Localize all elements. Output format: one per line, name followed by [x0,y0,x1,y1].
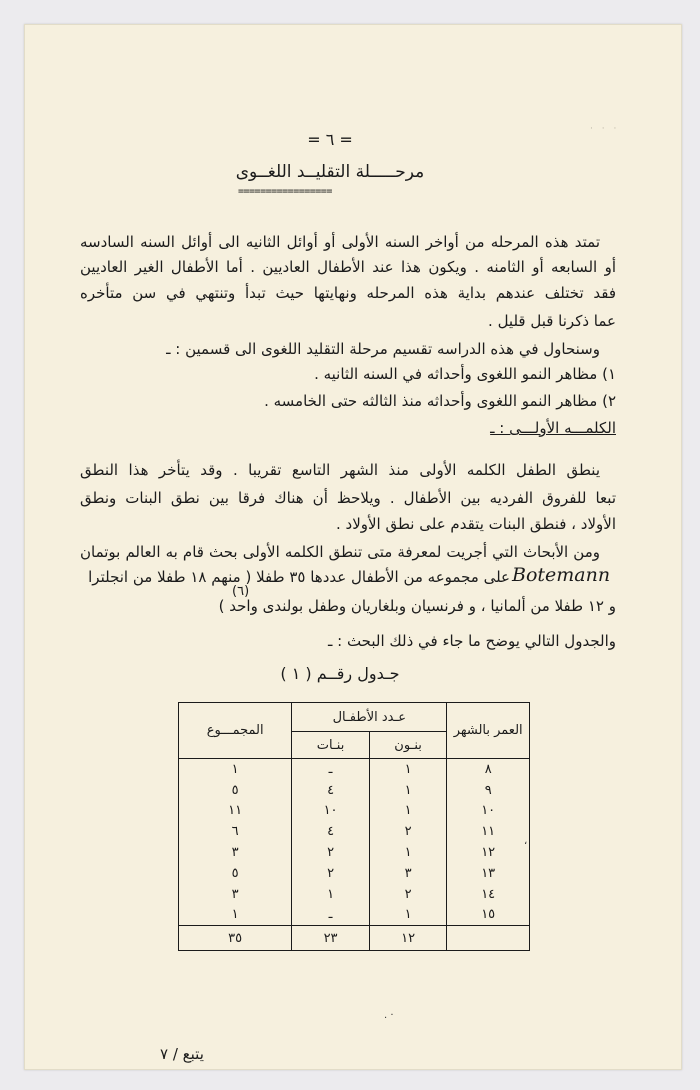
cell-total: ٣ [179,842,292,863]
cell-girls: ٢ [292,842,370,863]
paragraph-line: تمتد هذه المرحله من أواخر السنه الأولى أو أوائل الثانيه الى أوائل السنه السادسه [80,233,600,251]
header-age: العمر بالشهر [447,703,530,759]
cell-age: ١٣ [447,863,530,884]
researcher-name: Botemann [512,564,611,586]
table-row [179,801,530,822]
paragraph: وسنحاول في هذه الدراسه تقسيم مرحلة التقليد اللغوى الى قسمين : ـ [166,340,600,358]
paragraph-line: على مجموعه من الأطفال عددها ٣٥ طفلا ( منهم ١٨ طفلا من انجلترا [88,568,510,586]
paragraph-line: أو السابعه أو الثامنه . ويكون هذا عند الأطفال العاديين . أما الأطفال الغير العاديين [80,258,616,276]
paragraph: والجدول التالي يوضح ما جاء في ذلك البحث : ـ [327,632,616,650]
ink-dots: . · [384,1010,394,1021]
cell-total: ٣ [179,884,292,905]
header-girls: بنـات [292,732,370,759]
header-boys: بنـون [369,732,447,759]
cell-boys: ٢ [369,884,447,905]
cell-girls: ٤ [292,821,370,842]
cell-boys: ١ [369,780,447,801]
cell-total: ٥ [179,780,292,801]
cell-age: ٨ [447,759,530,780]
cell-age: ١٢ [447,842,530,863]
paragraph-line: تبعا للفروق الفرديه بين الأطفال . ويلاحظ أن هناك فرقا بين نطق البنات ونطق [80,489,616,507]
list-item: ١) مظاهر النمو اللغوى وأحداثه في السنه الثانيه . [314,365,616,383]
cell-girls: ١٠ [292,801,370,822]
paragraph-line: و ١٢ طفلا من ألمانيا ، و فرنسيان وبلغاريان وطفل بولندى واحد ) [218,597,616,615]
children-first-word-table [178,702,530,951]
cell-total: ١ [179,759,292,780]
cell-total: ١ [179,905,292,926]
cell-boys: ١ [369,842,447,863]
cell-total: ١١ [179,801,292,822]
totals-row [179,926,530,951]
table-row [179,905,530,926]
paragraph-line: فقد تختلف عندهم بداية هذه المرحله ونهايتها حيث تبدأ وتنتهي في سن متأخره [80,284,616,302]
title-underline: ================= [238,186,332,197]
paragraph-line: الأولاد ، فنطق البنات يتقدم على نطق الأولاد . [335,515,616,533]
cell-total: ٥ [179,863,292,884]
paragraph-line: ينطق الطفل الكلمه الأولى منذ الشهر التاسع تقريبا . وقد يتأخر هذا النطق [80,461,600,479]
cell-age: ١٥ [447,905,530,926]
cell-girls: ٤ [292,780,370,801]
paragraph-line: ومن الأبحاث التي أجريت لمعرفة متى تنطق الكلمه الأولى بحث قام به العالم بوتمان [80,543,600,561]
cell-age: ١٤ [447,884,530,905]
section-heading: الكلمـــه الأولـــى : ـ [490,419,616,437]
table-row [179,842,530,863]
table-row [179,780,530,801]
margin-marks: · · · [590,124,620,134]
cell-girls-total: ٢٣ [292,926,370,951]
cell-age: ١١ [447,821,530,842]
cell-girls: ـ [292,759,370,780]
page-number: = ٦ = [307,130,353,149]
cell-boys: ٢ [369,821,447,842]
header-children: عـدد الأطفـال [292,703,447,732]
margin-tick-mark: ، [524,836,528,847]
cell-boys-total: ١٢ [369,926,447,951]
cell-age: ٩ [447,780,530,801]
footnote-reference: (٦) [232,584,250,599]
paragraph-line: عما ذكرنا قبل قليل . [488,312,616,330]
cell-boys: ٣ [369,863,447,884]
table-row [179,863,530,884]
cell-girls: ١ [292,884,370,905]
table-row [179,884,530,905]
list-item: ٢) مظاهر النمو اللغوى وأحداثه منذ الثالثه حتى الخامسه . [264,392,616,410]
cell-boys: ١ [369,905,447,926]
continued-footer: يتبع / ٧ [160,1045,204,1063]
cell-boys: ١ [369,801,447,822]
cell-girls: ٢ [292,863,370,884]
header-total: المجمـــوع [179,703,292,759]
page-title: مرحـــــلة التقليــد اللغــوى [235,162,425,182]
table-row [179,821,530,842]
table-caption: جـدول رقــم ( ١ ) [280,664,400,683]
table-row [179,759,530,780]
cell-age-empty [447,926,530,951]
cell-girls: ـ [292,905,370,926]
cell-total: ٦ [179,821,292,842]
cell-grand-total: ٣٥ [179,926,292,951]
cell-boys: ١ [369,759,447,780]
cell-age: ١٠ [447,801,530,822]
